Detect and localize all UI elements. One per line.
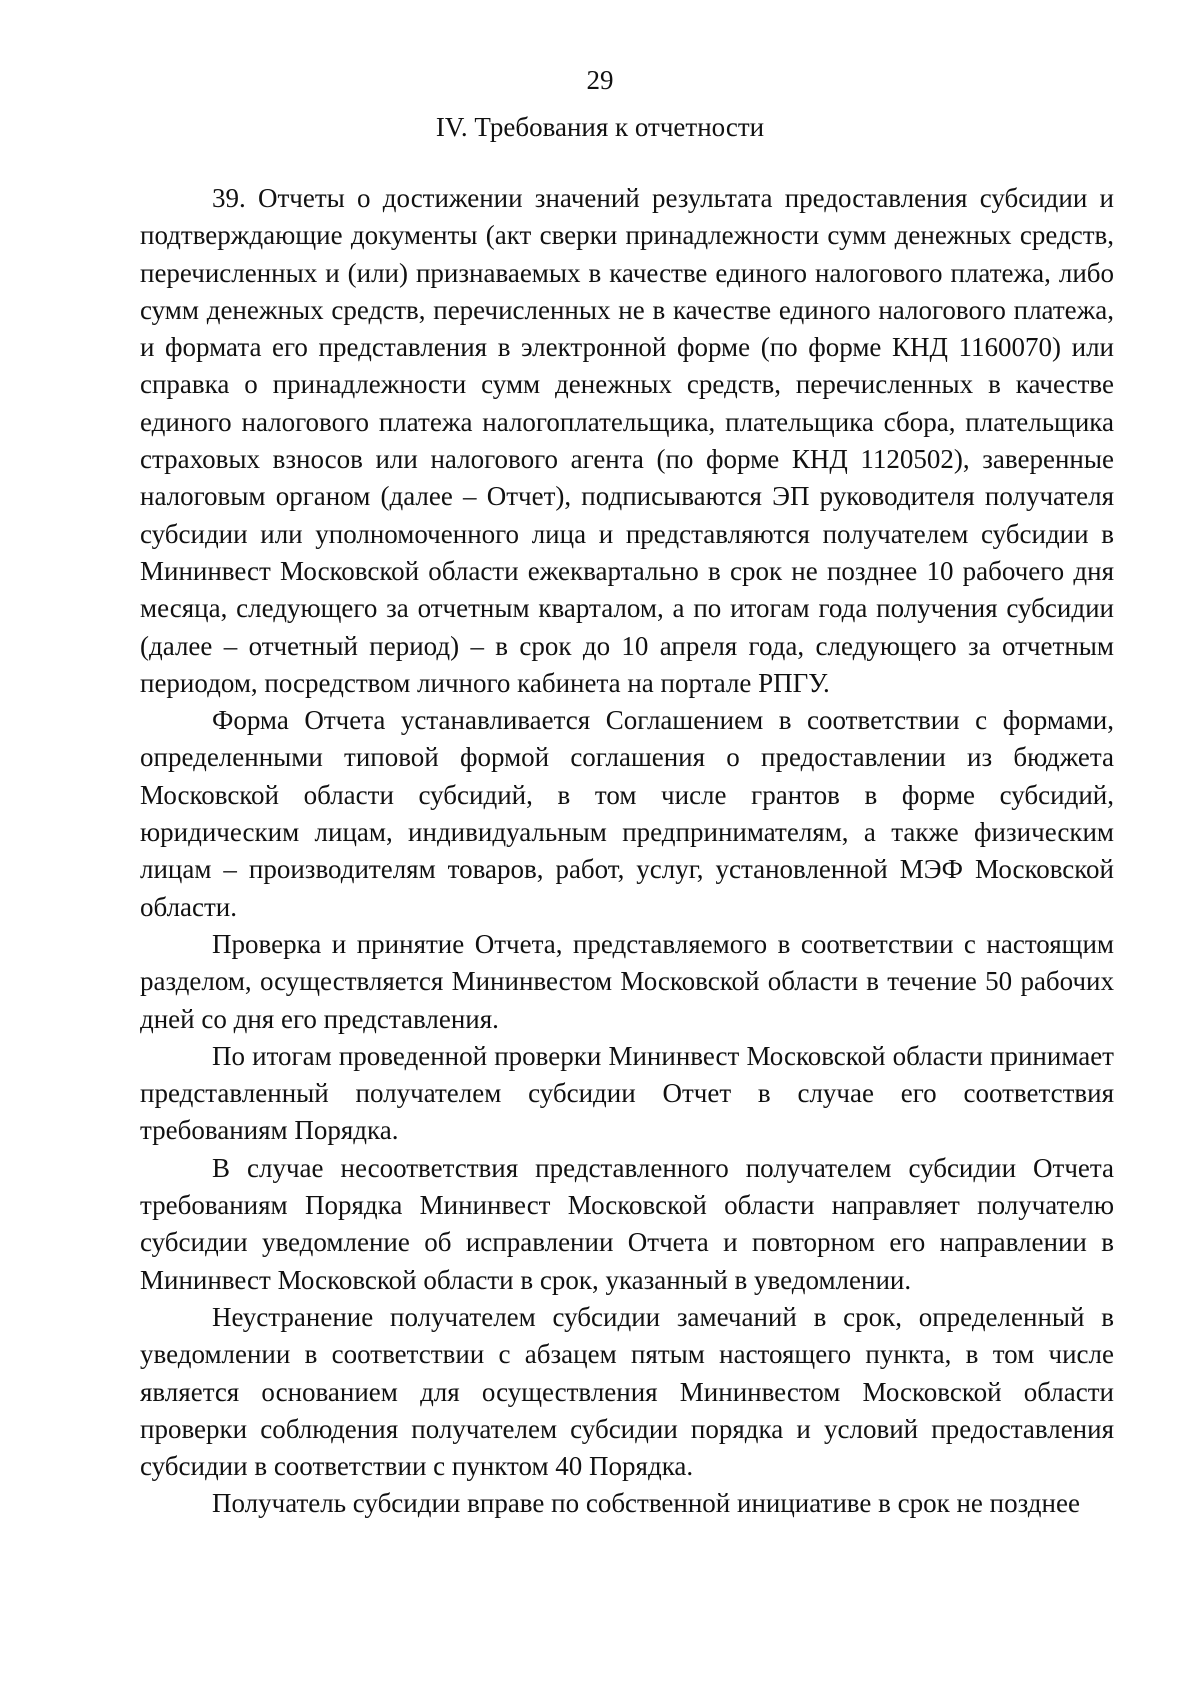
paragraph: 39. Отчеты о достижении значений результата предоставления субсидии и подтверждающие документы (акт сверки принадлежности сумм денежных средств, перечисленных и (или) признаваемых в качестве единого налогового платежа, либо сумм денежных средств, перечисленных не в качестве единого налогового платежа, и формата его представления в электронной форме (по форме КНД 1160070) или справка о принадлежности сумм денежных средств, перечисленных в качестве единого налогового платежа налогоплательщика, плательщика сбора, плательщика страховых взносов или налогового агента (по форме КНД 1120502), заверенные налоговым органом (далее – Отчет), подписываются ЭП руководителя получателя субсидии или уполномоченного лица и представляются получателем субсидии в Мининвест Московской области ежеквартально в срок не позднее 10 рабочего дня месяца, следующего за отчетным кварталом, а по итогам года получения субсидии (далее – отчетный период) – в срок до 10 апреля года, следующего за отчетным периодом, посредством личного кабинета на портале РПГУ. xyxy=(140,183,1114,698)
paragraph: Форма Отчета устанавливается Соглашением в соответствии с формами, определенными типовой формой соглашения о предоставлении из бюджета Московской области субсидий, в том числе грантов в форме субсидий, юридическим лицам, индивидуальным предпринимателям, а также физическим лицам – производителям товаров, работ, услуг, установленной МЭФ Московской области. xyxy=(140,705,1114,922)
section-title: IV. Требования к отчетности xyxy=(435,112,765,142)
paragraph: Неустранение получателем субсидии замечаний в срок, определенный в уведомлении в соответствии с абзацем пятым настоящего пункта, в том числе является основанием для осуществления Мининвестом Московской области проверки соблюдения получателем субсидии порядка и условий предоставления субсидии в соответствии с пунктом 40 Порядка. xyxy=(140,1301,1114,1482)
paragraph: Проверка и принятие Отчета, представляемого в соответствии с настоящим разделом, осуществляется Мининвестом Московской области в течение 50 рабочих дней со дня его представления. xyxy=(140,928,1114,1034)
body-text xyxy=(140,180,1114,1523)
page-number: 29 xyxy=(586,65,614,95)
paragraph: Получатель субсидии вправе по собственной инициативе в срок не позднее xyxy=(212,1488,1080,1519)
paragraph: По итогам проведенной проверки Мининвест Московской области принимает представленный получателем субсидии Отчет в случае его соответствия требованиям Порядка. xyxy=(140,1040,1114,1146)
paragraph: В случае несоответствия представленного получателем субсидии Отчета требованиям Порядка Мининвест Московской области направляет получателю субсидии уведомление об исправлении Отчета и повторном его направлении в Мининвест Московской области в срок, указанный в уведомлении. xyxy=(140,1152,1114,1295)
